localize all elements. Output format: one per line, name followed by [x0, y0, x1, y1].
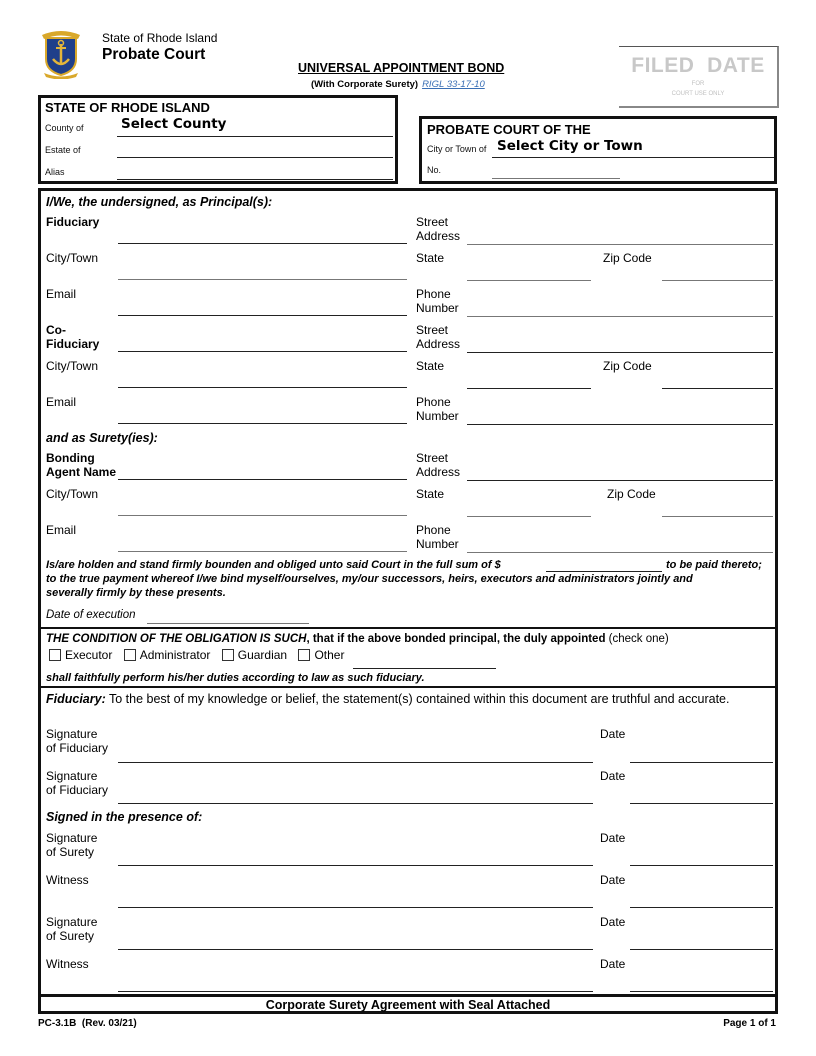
case-no-input[interactable]	[492, 159, 620, 179]
surety-city-label: City/Town	[46, 487, 99, 501]
attestation-lead: Fiduciary:	[46, 692, 106, 706]
bonding-agent-label-2: Agent Name	[46, 465, 117, 479]
surety-agreement-bar: Corporate Surety Agreement with Seal Attached	[265, 998, 551, 1012]
fiduciary-city-label: City/Town	[46, 251, 99, 265]
bonding-agent-input[interactable]	[118, 479, 407, 480]
sig-surety-2-date-label: Date	[600, 915, 626, 929]
form-title: UNIVERSAL APPOINTMENT BOND	[298, 61, 505, 75]
executor-option[interactable]	[49, 648, 112, 662]
form-subtitle	[311, 79, 485, 90]
sig-surety-2-date-input[interactable]	[630, 949, 773, 950]
fiduciary-phone-label: Phone Number	[416, 287, 459, 315]
city-town-label: City or Town of	[427, 144, 487, 154]
filed-date-box	[619, 46, 779, 108]
estate-input[interactable]	[117, 134, 393, 158]
fiduciary-street-label: Street Address	[416, 215, 461, 243]
co-fiduciary-state-input[interactable]	[467, 388, 591, 389]
sig-fiduciary-2-label-1: Signature	[46, 769, 98, 783]
probate-court-box	[419, 116, 777, 184]
condition-bold: , that if the above bonded principal, the duly appointed	[306, 633, 606, 645]
date-of-execution-label: Date of execution	[46, 609, 136, 621]
guardian-label: Guardian	[237, 648, 288, 662]
co-fiduciary-phone-label: Phone Number	[416, 395, 459, 423]
principals-heading: I/We, the undersigned, as Principal(s):	[46, 195, 273, 209]
sig-surety-1-label-1: Signature	[46, 831, 98, 845]
obligation-line-3: severally firmly by these presents.	[46, 587, 226, 599]
form-id: PC-3.1B (Rev. 03/21)	[38, 1018, 137, 1029]
co-fiduciary-email-input[interactable]	[118, 423, 407, 424]
sig-surety-1-date-label: Date	[600, 831, 626, 845]
witness-1-input[interactable]	[118, 907, 593, 908]
fiduciary-zip-label: Zip Code	[603, 251, 652, 265]
co-fiduciary-city-input[interactable]	[118, 387, 407, 388]
court-box-title: PROBATE COURT OF THE	[427, 122, 591, 137]
presence-heading: Signed in the presence of:	[46, 810, 203, 824]
city-town-underline	[492, 157, 774, 158]
sig-surety-2-input[interactable]	[118, 949, 593, 950]
administrator-checkbox[interactable]	[124, 649, 136, 661]
page-number: Page 1 of 1	[723, 1018, 776, 1029]
bonding-agent-label-1: Bonding	[46, 451, 95, 465]
co-fiduciary-name-input[interactable]	[118, 351, 407, 352]
sig-fiduciary-2-label-2: of Fiduciary	[46, 783, 109, 797]
filed-for: FOR	[691, 81, 705, 87]
county-select[interactable]: Select County	[121, 116, 227, 132]
witness-1-date-label: Date	[600, 873, 626, 887]
fiduciary-state-label: State	[416, 251, 445, 265]
co-fiduciary-street-label: Street Address	[416, 323, 461, 351]
administrator-option[interactable]	[124, 648, 211, 662]
divider-condition	[41, 627, 775, 629]
guardian-checkbox[interactable]	[222, 649, 234, 661]
obligation-line-1a: Is/are holden and stand firmly bounden and obliged unto said Court in the full sum of $	[46, 559, 501, 571]
bond-form-main	[38, 188, 778, 1014]
sig-surety-1-label-2: of Surety	[46, 845, 95, 859]
co-fiduciary-state-label: State	[416, 359, 445, 373]
sig-surety-2-label-2: of Surety	[46, 929, 95, 943]
executor-label: Executor	[65, 648, 113, 662]
surety-state-label: State	[416, 487, 445, 501]
header-state-name: State of Rhode Island	[102, 31, 218, 45]
sig-fiduciary-1-label-2: of Fiduciary	[46, 741, 109, 755]
co-fiduciary-street-input[interactable]	[467, 352, 773, 353]
sig-surety-1-date-input[interactable]	[630, 865, 773, 866]
alias-label: Alias	[45, 167, 65, 177]
fiduciary-street-input[interactable]	[467, 244, 773, 245]
witness-2-date-label: Date	[600, 957, 626, 971]
witness-1-label: Witness	[46, 873, 89, 887]
other-option[interactable]	[298, 648, 344, 662]
obligation-line-1b: to be paid thereto;	[666, 559, 762, 571]
surety-street-input[interactable]	[467, 480, 773, 481]
state-box-title: STATE OF RHODE ISLAND	[45, 100, 210, 115]
sig-fiduciary-1-date-input[interactable]	[630, 762, 773, 763]
witness-2-input[interactable]	[118, 991, 593, 992]
guardian-option[interactable]	[222, 648, 287, 662]
fiduciary-email-label: Email	[46, 287, 77, 301]
co-fiduciary-label-2: Fiduciary	[46, 337, 100, 351]
estate-label: Estate of	[45, 145, 81, 155]
surety-street-label: Street Address	[416, 451, 461, 479]
sig-fiduciary-1-input[interactable]	[118, 762, 593, 763]
obligation-line-2: to the true payment whereof I/we bind myself/ourselves, my/our successors, heirs, executors and administrators jointly and	[46, 573, 693, 585]
header-court-name: Probate Court	[102, 46, 206, 63]
fiduciary-email-input[interactable]	[118, 315, 407, 316]
surety-email-label: Email	[46, 523, 77, 537]
subtitle-text: (With Corporate Surety)	[311, 79, 419, 90]
divider-footer	[41, 994, 775, 997]
co-fiduciary-label-1: Co-	[46, 323, 66, 337]
fiduciary-phone-input[interactable]	[467, 316, 773, 317]
surety-phone-label: Phone Number	[416, 523, 459, 551]
fiduciary-type-checkboxes	[49, 648, 352, 662]
attestation-body: To the best of my knowledge or belief, the statement(s) contained within this document are truthful and accurate.	[105, 692, 730, 706]
condition-text	[46, 632, 669, 646]
fiduciary-zip-input[interactable]	[662, 280, 773, 281]
sig-fiduciary-2-date-label: Date	[600, 769, 626, 783]
attestation-text	[46, 691, 746, 707]
surety-phone-input[interactable]	[467, 552, 773, 553]
co-fiduciary-city-label: City/Town	[46, 359, 99, 373]
administrator-label: Administrator	[139, 648, 211, 662]
surety-city-input[interactable]	[118, 515, 407, 516]
witness-2-date-input[interactable]	[630, 991, 773, 992]
condition-note: (check one)	[605, 633, 669, 645]
co-fiduciary-zip-input[interactable]	[662, 388, 773, 389]
city-town-select[interactable]: Select City or Town	[497, 138, 643, 154]
condition-lead: THE CONDITION OF THE OBLIGATION IS SUCH	[46, 633, 307, 645]
filed-court-use-only: COURT USE ONLY	[671, 91, 725, 97]
sureties-heading: and as Surety(ies):	[46, 431, 158, 445]
surety-email-input[interactable]	[118, 551, 407, 552]
fiduciary-name-input[interactable]	[118, 243, 407, 244]
fiduciary-label: Fiduciary	[46, 215, 100, 229]
alias-input[interactable]	[117, 158, 393, 180]
case-no-label: No.	[427, 165, 442, 175]
other-specify-input[interactable]	[353, 668, 496, 669]
county-label: County of	[45, 123, 84, 133]
sig-surety-1-input[interactable]	[118, 865, 593, 866]
rhode-island-seal-icon	[36, 27, 86, 79]
statute-link[interactable]: RIGL 33-17-10	[422, 79, 485, 90]
date-of-execution-input[interactable]	[147, 623, 309, 624]
co-fiduciary-email-label: Email	[46, 395, 77, 409]
condition-closing: shall faithfully perform his/her duties according to law as such fiduciary.	[46, 672, 425, 684]
other-label: Other	[314, 648, 345, 662]
surety-state-input[interactable]	[467, 516, 591, 517]
executor-checkbox[interactable]	[49, 649, 61, 661]
filed-date-title: FILED DATE	[631, 54, 765, 77]
sig-fiduciary-1-label-1: Signature	[46, 727, 98, 741]
surety-zip-input[interactable]	[662, 516, 773, 517]
co-fiduciary-zip-label: Zip Code	[603, 359, 652, 373]
fiduciary-state-input[interactable]	[467, 280, 591, 281]
surety-zip-label: Zip Code	[607, 487, 656, 501]
sig-surety-2-label-1: Signature	[46, 915, 98, 929]
sig-fiduciary-1-date-label: Date	[600, 727, 626, 741]
state-of-rhode-island-box	[38, 95, 398, 184]
fiduciary-city-input[interactable]	[118, 279, 407, 280]
other-checkbox[interactable]	[298, 649, 310, 661]
sig-fiduciary-2-date-input[interactable]	[630, 803, 773, 804]
sig-fiduciary-2-input[interactable]	[118, 803, 593, 804]
witness-1-date-input[interactable]	[630, 907, 773, 908]
witness-2-label: Witness	[46, 957, 89, 971]
co-fiduciary-phone-input[interactable]	[467, 424, 773, 425]
divider-attestation	[41, 686, 775, 688]
